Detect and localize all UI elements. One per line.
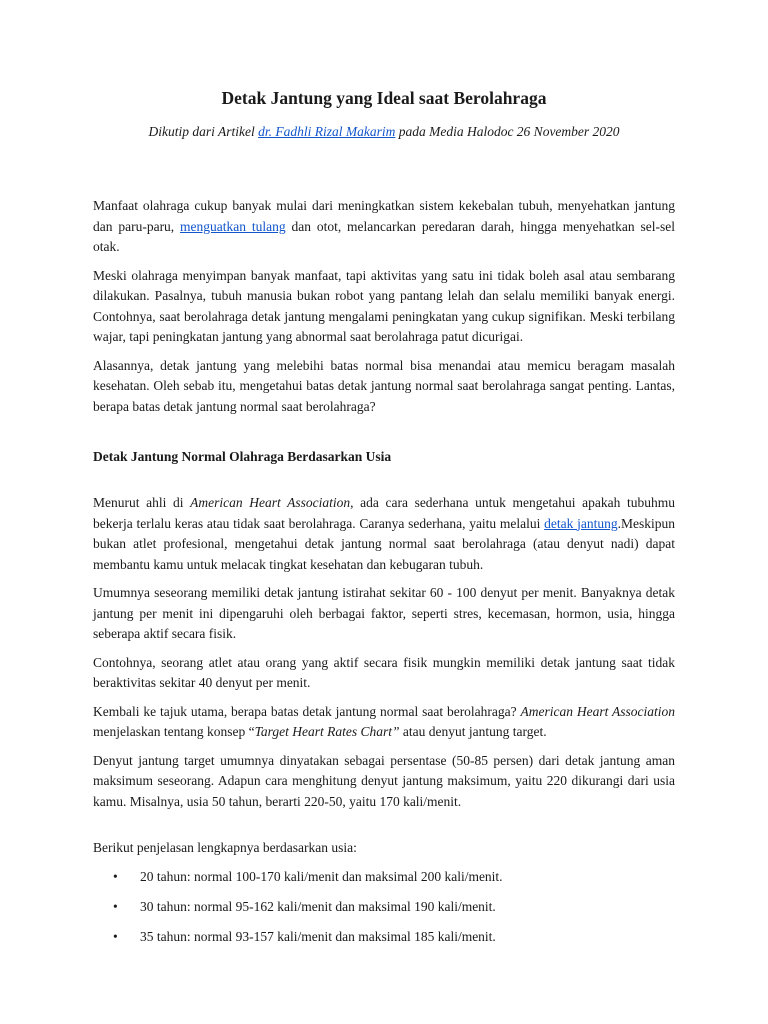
page-title: Detak Jantung yang Ideal saat Berolahraga — [221, 88, 547, 108]
paragraph-2: Meski olahraga menyimpan banyak manfaat, tapi aktivitas yang satu ini tidak boleh asal atau sembarang dilakukan. Pasalnya, tubuh manusia bukan robot yang pantang lelah dan selalu memiliki banyak energi. Contohnya, saat berolahraga detak jantung mengalami peningkatan yang cukup signifikan. Meski terbilang wajar, tapi peningkatan jantung yang abnormal saat berolahraga patut dicurigai. — [93, 267, 675, 344]
article-source — [0, 122, 768, 143]
paragraph-8: Denyut jantung target umumnya dinyatakan sebagai persentase (50-85 persen) dari detak jantung aman maksimum seseorang. Adapun cara menghitung denyut jantung maksimum, yaitu 220 dikurangi dari usia kamu. Misalnya, usia 50 tahun, berarti 220-50, yaitu 170 kali/menit. — [93, 752, 675, 809]
paragraph-text: .Meskipun bukan atlet profesional, mengetahui detak jantung normal saat berolahraga (atau denyut nadi) dapat membantu kamu untuk melacak tingkat kesehatan dan kebugaran tubuh. — [93, 515, 675, 572]
paragraph-text: atau denyut jantung target. — [399, 724, 547, 739]
emphasis-text: American Heart Association — [520, 703, 676, 719]
paragraph-text: dan otot, melancarkan peredaran darah, hingga menyehatkan sel-sel otak. — [93, 218, 675, 254]
paragraph-text: , ada cara sederhana untuk mengetahui apakah tubuhmu bekerja terlalu keras atau tidak saat berolahraga. Caranya sederhana, yaitu melalui — [93, 495, 675, 531]
paragraph-text: menjelaskan tentang konsep “ — [93, 724, 255, 739]
list-item: • 30 tahun: normal 95-162 kali/menit dan maksimal 190 kali/menit. — [93, 897, 675, 917]
list-item: • 20 tahun: normal 100-170 kali/menit dan maksimal 200 kali/menit. — [93, 867, 675, 887]
paragraph-text: Menurut ahli di — [93, 495, 191, 510]
paragraph-4 — [93, 493, 675, 575]
age-list — [93, 867, 675, 947]
emphasis-text: American Heart Association — [190, 495, 351, 510]
list-item: • 35 tahun: normal 93-157 kali/menit dan maksimal 185 kali/menit. — [93, 927, 675, 947]
heart-rate-link[interactable]: detak jantung — [544, 515, 618, 531]
article-body — [93, 196, 675, 957]
paragraph-9: Berikut penjelasan lengkapnya berdasarkan usia: — [93, 840, 357, 855]
emphasis-text: Target Heart Rates Chart” — [254, 724, 400, 739]
paragraph-7 — [93, 702, 675, 743]
paragraph-3: Alasannya, detak jantung yang melebihi batas normal bisa menandai atau memicu beragam masalah kesehatan. Oleh sebab itu, mengetahui batas detak jantung normal saat berolahraga sangat penting. Lantas, berapa batas detak jantung normal saat berolahraga? — [93, 357, 675, 414]
source-prefix: Dikutip dari Artikel — [148, 124, 259, 139]
source-suffix: pada Media Halodoc 26 November 2020 — [395, 124, 620, 139]
paragraph-text: Kembali ke tajuk utama, berapa batas detak jantung normal saat berolahraga? — [93, 703, 521, 719]
section-heading: Detak Jantung Normal Olahraga Berdasarkan Usia — [93, 449, 392, 464]
paragraph-6: Contohnya, seorang atlet atau orang yang aktif secara fisik mungkin memiliki detak jantung saat tidak beraktivitas sekitar 40 denyut per menit. — [93, 654, 675, 690]
author-link[interactable]: dr. Fadhli Rizal Makarim — [258, 124, 396, 139]
paragraph-1 — [93, 196, 675, 258]
bone-strength-link[interactable]: menguatkan tulang — [180, 218, 286, 234]
paragraph-text: Manfaat olahraga cukup banyak mulai dari meningkatkan sistem kekebalan tubuh, menyehatkan jantung dan paru-paru, — [93, 198, 675, 234]
paragraph-5: Umumnya seseorang memiliki detak jantung istirahat sekitar 60 - 100 denyut per menit. Banyaknya detak jantung per menit ini dipengaruhi oleh berbagai faktor, seperti stres, kecemasan, hormon, usia, hingga seberapa aktif secara fisik. — [93, 585, 675, 641]
